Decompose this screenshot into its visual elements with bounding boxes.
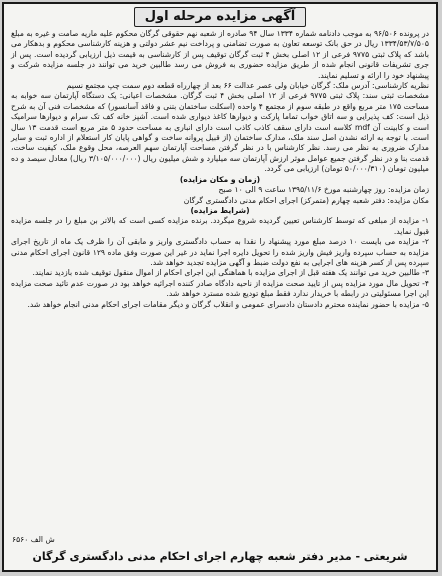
reference-number: ش الف ۶۵۶۰ — [12, 535, 55, 544]
condition-item: ۱- مزایده از مبلغی که توسط کارشناس تعیین گردیده شروع میگردد. برنده مزایده کسی است که بالاتر بن مبلغ را در جلسه مزایده قبول نماید. — [11, 216, 429, 236]
intro-paragraph: در پرونده ۹۶/۵۰۶ به موجب دادنامه شماره ۱۳۳۴ سال ۹۴ صادره از شعبه نهم حقوقی گرگان محکوم علیه ماریه صامت و غیره به مبلغ ۱۳۳۴/۵۳/۷/۵۰۵ ریال در حق بانک توسعه تعاون به صورت تضامنی و پرداخت نیم عشر دولتی و هزینه کارشناسی محکوم و بدهکار می باشد که پلاک ثبتی ۹۷۷۵ فرعی از ۱۲ اصلی بخش ۴ ثبت گرگان توقیف پس از کارشناسی به قیمت ذیل ارزیابی گردیده است. پس از جری تشریفات قانونی انجام شده از طریق مزایده حضوری به فروش می رسد طالبین خرید می توانند در جلسه مزایده شرکت و پیشنهاد خود را ارائه و تسلیم نمایند. — [11, 29, 430, 80]
signature-line: شریعتی - مدیر دفتر شعبه چهارم اجرای احکام مدنی دادگستری گرگان — [32, 550, 408, 563]
time-place-heading: (زمان و مکان مزایده) — [179, 174, 261, 184]
auction-notice — [2, 2, 438, 572]
auction-time: زمان مزایده: روز چهارشنبه مورخ ۱۳۹۵/۱۱/۶ ساعت ۹ الی ۱۰ صبح — [218, 185, 429, 195]
condition-item: ۴- تحویل مال مورد مزایده پس از تایید صحت مزایده از ناحیه دادگاه صادر کننده اجرائیه خواهد بود در صورت عدم تائید صحت مزایده این اجرا مسئولیتی در رابطه با خریدار ندارد فقط مبلغ تودیع شده مسترد خواهد شد. — [11, 278, 429, 299]
condition-item: ۵- مزایده با حضور نماینده محترم دادستان دادسرای عمومی و انقلاب گرگان و دیگر مقامات اجرای احکام مدنی انجام خواهد شد. — [27, 299, 429, 309]
auction-place: مکان مزایده: دفتر شعبه چهارم (متمرکز) اجرای احکام مدنی دادگستری گرگان — [183, 195, 429, 205]
notice-body — [4, 29, 436, 310]
condition-item: ۳- طالبین خرید می توانند یک هفته قبل از اجرای مزایده با هماهنگی این اجرای احکام از اموال منقول توقیف شده بازدید نمایند. — [32, 268, 429, 278]
property-description: مشخصات ثبتی سند: پلاک ثبتی ۹۷۷۵ فرعی از ۱۲ اصلی بخش ۴ ثبت گرگان. مشخصات اعیانی: یک دستگاه آپارتمان سه خوابه به مساحت ۱۷۵ متر مربع واقع در طبقه سوم از مجتمع ۴ واحده (اسکلت ساختمان بتنی و فاقد آسانسور) که مشخصات فنی آن به شرح ذیل است: کف پذیرایی و سه اتاق خواب تماما پارکت و دیوارها کاغذ دیواری شده است. آشپز خانه کف تک سرام و دیوارها سرامیک است و کابینت آن mdf کلاسه است دارای سقف کاذب کاذب است دارای انباری به مساحت حدود ۵ متر مربع است قدمت ۱۳ سال است. با توجه به ارائه نشدن اصل سند ملک، مدارک ساختمان (از قبیل پروانه ساخت و گواهی پایان کار استعلام از اداره ثبت و سایر مدارک ضروری به نظر می رسد. نظر کارشناس با در نظر گرفتن مساحت آپارتمان سهم العرصه، محل وقوع ملک، کیفیت ساخت، قدمت بنا و در نظر گرفتن جمیع عوامل موثر ارزش آپارتمان سه میلیارد و شش میلیون ریال (۳/۱۰۵/۰۰۰/۰۰۰ ریال) معادل سیصد و ده میلیون تومان (۵۰/۰۰۰/۳۱۰ تومان) ارزیابی می گردد. — [11, 91, 430, 174]
conditions-heading: (شرایط مزایده) — [190, 205, 250, 215]
condition-item: ۲- مزایده می بایست ۱۰ درصد مبلغ مورد پیشنهاد را نقدا به حساب دادگستری واریز و مابقی آن را ظرف یک ماه از تاریخ اجرای مزایده به حساب سپرده واریز فیش واریز شده را تحویل دایره اجرا نماید در غیر این صورت وفق ماده ۱۲۹ قانون اجرای احکام مدنی سپرده پس از کسر هزینه های اجرایی به نفع دولت ضبط و آگهی مزایده تجدید خواهد شد. — [11, 237, 429, 267]
notice-title: آگهی مزایده مرحله اول — [134, 7, 306, 27]
expert-address: نظریه کارشناسی: آدرس ملک: گرگان خیابان ولی عصر عدالت ۶۶ بعد از چهارراه قطعه دوم سمت چپ مجتمع نسیم — [66, 81, 429, 91]
